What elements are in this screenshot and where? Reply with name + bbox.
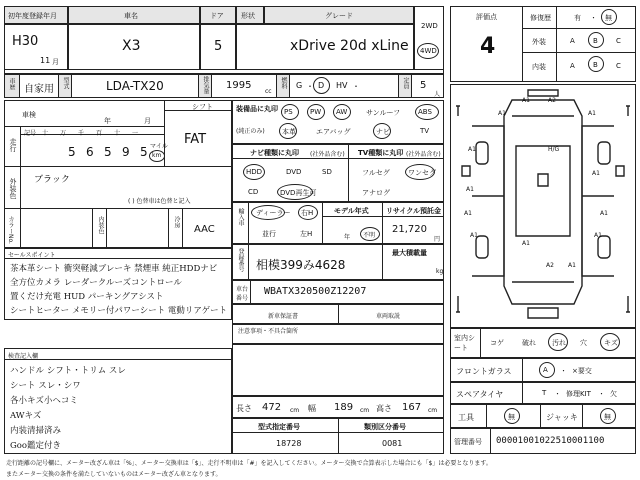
- manual-label: 車両取説: [376, 313, 401, 320]
- exterior-note: ( ) 色替車は色替と記入: [128, 198, 191, 205]
- new-car-warranty: 新車保証書: [268, 313, 299, 320]
- car-diagram-icon: [452, 86, 634, 326]
- car-name: X3: [122, 38, 141, 54]
- class-value: 0081: [382, 439, 403, 448]
- length-label: 長さ: [236, 404, 252, 413]
- car-name-label: 車名: [124, 12, 138, 20]
- interior-sheet-item: 汚れ: [552, 339, 566, 347]
- jack-label: ジャッキ: [546, 413, 578, 422]
- capacity-label: 定員: [402, 77, 409, 89]
- odometer-digit: 5: [104, 145, 112, 159]
- first-reg-label: 初年度登録年月: [8, 12, 57, 20]
- repair-label: 修復歴: [530, 14, 551, 22]
- width-label: 幅: [308, 404, 316, 413]
- mgmt-value: 00001001022510001100: [496, 436, 605, 446]
- inspector-line: 内装清掃済み: [10, 426, 62, 436]
- exterior-value: ブラック: [34, 175, 70, 185]
- height-value: 167: [402, 402, 422, 413]
- year-value: H30: [12, 34, 39, 49]
- equipment-item: ナビ: [376, 128, 390, 136]
- equipment-item: PS: [284, 108, 293, 116]
- odometer-digit: 5: [68, 145, 76, 159]
- mile-label: マイル: [150, 143, 168, 150]
- odometer-digit: 9: [122, 145, 130, 159]
- sales-line: 茶本革シート 衝突軽減ブレーキ 禁煙車 純正HDDナビ: [10, 264, 218, 274]
- reg-label: 登録番号: [237, 248, 244, 272]
- ac-label: 冷房: [173, 216, 180, 228]
- int-label: 内装: [532, 63, 546, 71]
- right-h: 右H: [301, 209, 314, 217]
- footer-line2: またメーター交換の条件を満たしていないものはメーター改ざん車となります。: [6, 471, 222, 478]
- tv-item: フルセグ: [362, 169, 390, 177]
- footer-line1: 走行距離の記号欄に、メーター改ざん車は「%」、メーター交換車は「$」、走行不明車は「#」を記入してください。メーター交換で合算表示した場合にも「$」は必要となります。: [6, 460, 492, 467]
- diagram-label: A1: [522, 240, 530, 247]
- diagram-label: A1: [568, 262, 576, 269]
- vin-label: 車台番号: [236, 286, 249, 302]
- odometer-digit: 6: [86, 145, 94, 159]
- shape-label: 形状: [241, 12, 255, 20]
- diagram-label: A2: [548, 97, 556, 104]
- odometer-digit: 5: [140, 145, 148, 159]
- diagram-label: A1: [466, 186, 474, 193]
- disp-value: 1995: [226, 80, 252, 91]
- ac-value: AAC: [194, 224, 215, 235]
- sales-line: 全方位カメラ レーダークルーズコントロール: [10, 278, 182, 288]
- equipment-item: 本革: [282, 128, 296, 136]
- odometer-unit: 十: [114, 130, 121, 137]
- diagram-label: A1: [470, 232, 478, 239]
- inspection-label: 車検: [22, 111, 36, 119]
- shift-value: FAT: [184, 132, 207, 147]
- fuel-g: G: [296, 81, 303, 90]
- inspector-line: シート スレ・シワ: [10, 381, 81, 391]
- equipment-title: 装備品に丸印: [236, 105, 278, 113]
- equipment-item: AW: [336, 108, 348, 116]
- disp-label: 排気量: [202, 76, 209, 94]
- fuel-d: D: [318, 81, 325, 90]
- navi-item: CD: [248, 188, 259, 196]
- interior-sheet-label: 室内シート: [454, 334, 475, 352]
- exterior-label: 外装色: [9, 178, 17, 199]
- odometer-label: 走行: [9, 138, 17, 152]
- shift-label: シフト: [192, 103, 213, 111]
- grade-value: xDrive 20d xLine: [290, 38, 409, 54]
- equipment-subtitle: (純正のみ): [236, 128, 265, 135]
- reg-value: 相模399み4628: [256, 258, 346, 272]
- equipment-item: TV: [420, 127, 430, 135]
- unknown: 不明: [363, 232, 376, 239]
- recycle-label: リサイクル預託金: [386, 207, 442, 215]
- color-no-label: カラーNo.: [7, 216, 14, 244]
- left-h: 左H: [300, 230, 313, 238]
- glass-replace: ×要交: [572, 367, 592, 375]
- use-value: 自家用: [24, 84, 54, 95]
- diagram-label: A2: [546, 262, 554, 269]
- diagram-label: A1: [592, 170, 600, 177]
- max-load-label: 最大積載量: [392, 249, 427, 257]
- month-unit: 月: [52, 58, 59, 66]
- diagram-label: A1: [594, 232, 602, 239]
- interior-sheet-item: 破れ: [522, 339, 536, 347]
- model-value: LDA-TX20: [106, 79, 164, 93]
- fuel-label: 燃料: [280, 77, 287, 89]
- interior-sheet-item: キズ: [604, 339, 618, 347]
- repair-no: 無: [605, 14, 612, 22]
- model-label: 型式: [62, 77, 69, 89]
- diagram-label: A1: [498, 110, 506, 117]
- interior-sheet-item: 穴: [580, 339, 587, 347]
- spare-label: スペアタイヤ: [456, 390, 504, 399]
- inspector-line: 各小キズ小ヘコミ: [10, 396, 78, 406]
- fuel-hv: HV: [336, 81, 348, 90]
- sales-line: 置くだけ充電 HUD パーキングアシスト: [10, 292, 164, 302]
- parallel: 並行: [262, 230, 276, 238]
- interior-color-label: 内装色: [97, 216, 104, 234]
- recycle-value: 21,720: [392, 224, 427, 235]
- equipment-item: PW: [310, 108, 322, 116]
- score-value: 4: [480, 34, 496, 59]
- ext-grade: B: [593, 37, 598, 45]
- odometer-unit: 千: [78, 130, 85, 137]
- diagram-label: A1: [522, 97, 530, 104]
- inspector-line: Goo鑑定付き: [10, 441, 62, 451]
- notes-label: 注意事項・不具合箇所: [238, 328, 299, 335]
- inspector-line: ハンドル シフト・トリム スレ: [10, 366, 126, 376]
- notes-area: [232, 344, 444, 396]
- capacity-value: 5: [420, 80, 427, 91]
- mgmt-label: 管理番号: [454, 438, 482, 446]
- odometer-unit: 百: [96, 130, 103, 137]
- use-label: 車歴: [8, 78, 15, 90]
- diagram-label: H/G: [548, 146, 560, 153]
- equipment-item: エアバッグ: [316, 128, 351, 136]
- tools-value: 無: [508, 413, 515, 421]
- glass-a: A: [543, 366, 548, 374]
- equipment-item: サンルーフ: [366, 109, 401, 117]
- navi-item: SD: [322, 168, 332, 176]
- tv-item: アナログ: [362, 189, 390, 197]
- odometer-unit: 十: [42, 130, 49, 137]
- capacity-unit: 人: [434, 91, 441, 98]
- drive-4wd: 4WD: [420, 47, 437, 55]
- jack-value: 無: [604, 413, 611, 421]
- length-value: 472: [262, 402, 282, 413]
- odometer-unit: 一: [132, 130, 139, 137]
- model-year-label: モデル年式: [334, 207, 369, 215]
- km-label: km: [152, 152, 162, 159]
- sales-line: シートヒーター メモリー付パワーシート 電動リアゲート: [10, 306, 228, 316]
- score-label: 評価点: [476, 13, 497, 21]
- equipment-item: ABS: [418, 108, 432, 116]
- navi-title: ナビ種類に丸印: [250, 149, 299, 157]
- type-cert-label: 型式指定番号: [258, 423, 300, 431]
- navi-item: DVD: [286, 168, 302, 176]
- vin-value: WBATX320500Z12207: [264, 286, 367, 297]
- ext-label: 外装: [532, 38, 546, 46]
- auction-inspection-sheet: 初年度登録年月 車名 ドア 形状 グレード H30 11 月 X3 5 xDrive 20d xLine 2WD 4WD 車歴 自家用 型式 LDA-TX20 排気量 1995 cc 燃料 G ・ D HV ・ 定員 5 人 車検 年 月 シフト FAT 走行 記号 十 万 千 百 十 一 5 6 5 9 5 マイル km 外装色 ブラック ( ) 色替車は色替と記入 カラーNo. 内装色 冷房 AAC セールスポイント 茶本革シート 衝突軽減ブレーキ 禁煙車 純正HDDナビ 全方位カメラ レーダークルーズコントロール 置くだけ充電 HUD パーキングアシスト シートヒーター メモリー付パワーシート 電動リアゲート 装備品に丸印 (純正のみ) PS PW AW サンルーフ ABS 本革 エアバッグ ナビ TV ナビ種類に丸印 (社外品含む) TV種類に丸印 (社外品含む) HDD DVD SD CD DVD再生可 フルセグ ワンセグ アナログ 輸入車 ディーラー 右H 並行 左H モデル年式 年 不明 リサイクル預託金 21,720 円 登録番号 相模399み4628 最大積載量 kg 車台番号 WBATX320500Z12207 新車保証書 車両取説 注意事項・不具合箇所 検査記入欄 ハンドル シフト・トリム スレ シート スレ・シワ 各小キズ小ヘコミ AWキズ 内装清掃済み Goo鑑定付き 長さ 472 cm 幅 189 cm 高さ 167 cm 型式指定番号 18728 類別区分番号 0081 評価点 4 修復歴 有 ・ 無 外装 A B C 内装 A B C A1 A2 A1 A1 A1 H/G A1 A1 A1 A1 A1 A1 A1 A2 A1 室内シート コゲ 破れ 汚れ 穴 キズ フロントガラス A ・ ×要交 スペアタイヤ T ・ 修理KIT ・ 欠 工具 無 ジャッキ 無 管理番号 00001001022510001100 走行距離の記号欄に、メーター改ざん車は「%」、メーター交換車は「$」、走行不明車は「#」を記入してください。メーター交換で合算表示した場合にも「$」は必要となります。 またメーター交換の条件を満たしていないものはメーター改ざん車となります。: [0, 0, 640, 480]
- diagram-label: A1: [600, 210, 608, 217]
- tv-item: ワンセグ: [408, 169, 436, 177]
- disp-unit: cc: [265, 88, 272, 95]
- interior-sheet-item: コゲ: [490, 339, 504, 347]
- diagram-label: A1: [468, 146, 476, 153]
- grade-label: グレード: [325, 12, 353, 20]
- height-label: 高さ: [376, 404, 392, 413]
- navi-item: DVD再生可: [280, 189, 317, 197]
- int-grade: B: [593, 61, 598, 69]
- dealer: ディーラー: [256, 209, 291, 217]
- month-value: 11: [40, 56, 51, 65]
- import-label: 輸入車: [237, 208, 244, 226]
- type-cert-value: 18728: [276, 439, 302, 448]
- diagram-label: A1: [588, 110, 596, 117]
- spare-kit: 修理KIT: [566, 390, 591, 398]
- width-value: 189: [334, 402, 354, 413]
- class-label: 類別区分番号: [364, 423, 406, 431]
- inspector-label: 検査記入欄: [8, 353, 39, 360]
- drive-2wd: 2WD: [421, 22, 438, 30]
- doors-value: 5: [214, 39, 223, 54]
- tv-title: TV種類に丸印: [358, 149, 404, 157]
- spare-none: 欠: [610, 390, 617, 398]
- tools-label: 工具: [458, 413, 474, 422]
- navi-item: HDD: [246, 168, 263, 176]
- inspector-line: AWキズ: [10, 411, 42, 421]
- odometer-unit: 万: [60, 130, 67, 137]
- doors-label: ドア: [210, 12, 224, 20]
- glass-label: フロントガラス: [456, 367, 512, 376]
- sales-label: セールスポイント: [8, 252, 56, 259]
- diagram-label: A1: [464, 210, 472, 217]
